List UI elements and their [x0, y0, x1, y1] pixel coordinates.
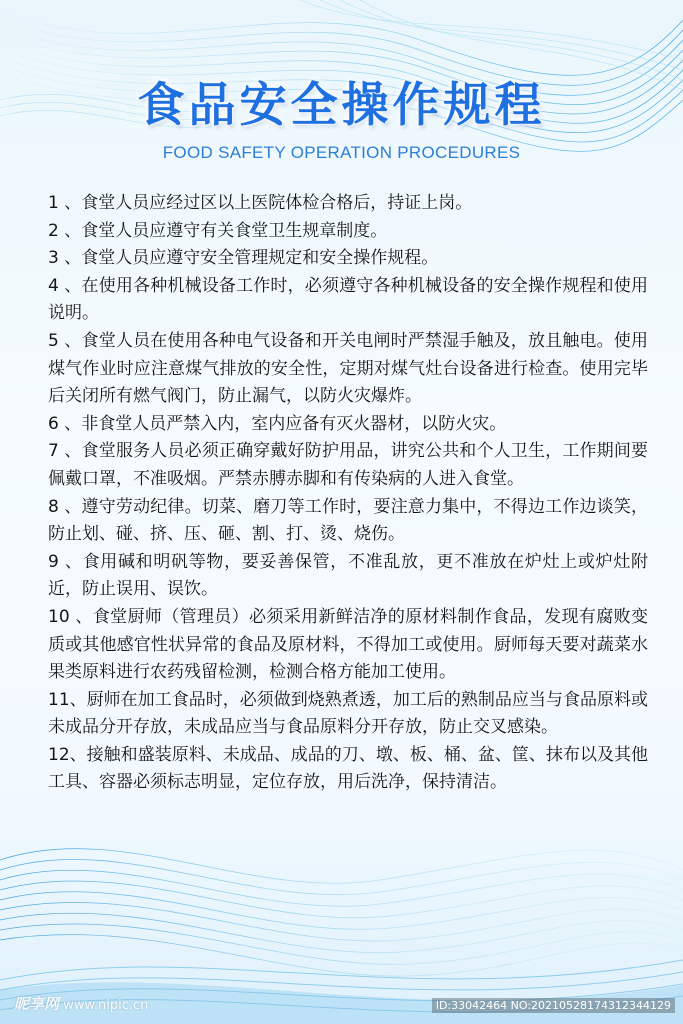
- rule-item: 5 、食堂人员在使用各种电气设备和开关电闸时严禁湿手触及，放且触电。使用煤气作业时应注意煤气排放的安全性，定期对煤气灶台设备进行检查。使用完毕后关闭所有燃气阀门，防止漏气，以防火灾爆炸。: [48, 330, 648, 407]
- rule-item: 3 、食堂人员应遵守安全管理规定和安全操作规程。: [48, 248, 439, 269]
- image-id-label: ID:33042464 NO:20210528174312344129: [432, 998, 675, 1013]
- rules-list: [48, 190, 648, 797]
- rule-item: 10 、食堂厨师（管理员）必须采用新鲜洁净的原材料制作食品，发现有腐败变质或其他感官性状异常的食品及原材料，不得加工或使用。厨师每天要对蔬菜水果类原料进行农药残留检测，检测合格方能加工使用。: [48, 606, 648, 683]
- rule-item: 9 、食用碱和明矾等物，要妥善保管，不准乱放，更不准放在炉灶上或炉灶附近，防止误用、误饮。: [48, 551, 648, 600]
- rule-item: 1 、食堂人员应经过区以上医院体检合格后，持证上岗。: [48, 193, 473, 213]
- poster-title: 食品安全操作规程: [137, 78, 546, 133]
- rule-item: 11、厨师在加工食品时，必须做到烧熟煮透，加工后的熟制品应当与食品原料或未成品分开存放，未成品应当与食品原料分开存放，防止交叉感染。: [48, 689, 648, 738]
- rule-item: 2 、食堂人员应遵守有关食堂卫生规章制度。: [48, 220, 388, 241]
- rule-item: 7 、食堂服务人员必须正确穿戴好防护用品，讲究公共和个人卫生，工作期间要佩戴口罩，不准吸烟。严禁赤膊赤脚和有传染病的人进入食堂。: [48, 441, 648, 489]
- watermark-logo: 昵享网: [14, 995, 60, 1013]
- rule-item: 8 、遵守劳动纪律。切菜、磨刀等工作时，要注意力集中，不得边工作边谈笑，防止划、碰、挤、压、砸、割、打、烫、烧伤。: [48, 496, 648, 545]
- watermark-site: www.nipic.cn: [63, 998, 149, 1013]
- watermark: [14, 993, 148, 1014]
- rule-item: 4 、在使用各种机械设备工作时，必须遵守各种机械设备的安全操作规程和使用说明。: [48, 275, 648, 324]
- poster-subtitle: FOOD SAFETY OPERATION PROCEDURES: [162, 143, 521, 162]
- rule-item: 6 、非食堂人员严禁入内，室内应备有灭火器材，以防火灾。: [48, 413, 507, 434]
- rule-item: 12、接触和盛装原料、未成品、成品的刀、墩、板、桶、盆、筐、抹布以及其他工具、容器必须标志明显，定位存放，用后洗净，保持清洁。: [48, 744, 648, 793]
